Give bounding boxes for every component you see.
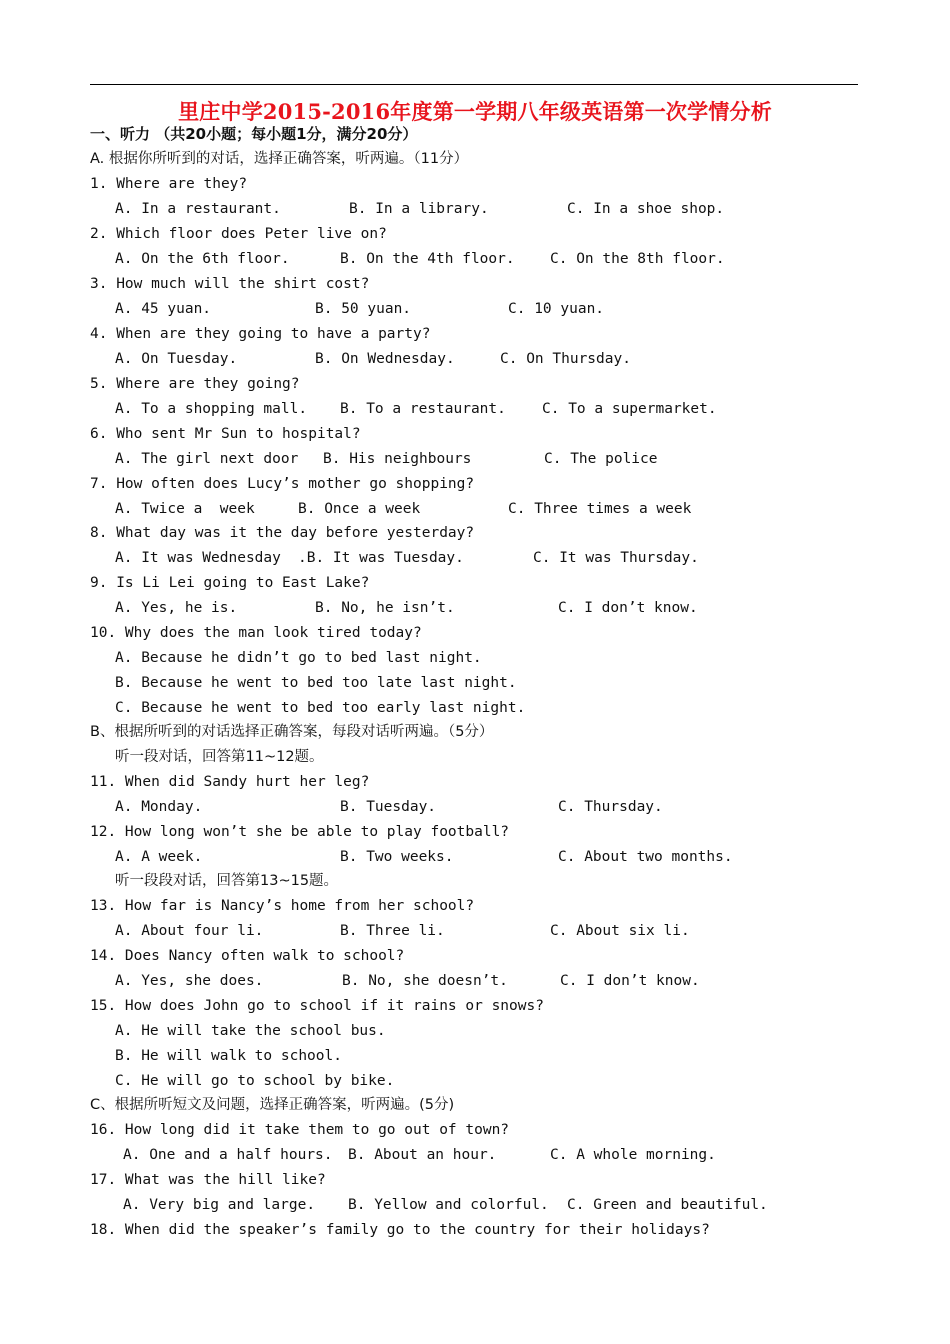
question-15: 15. How does John go to school if it rains or snows? [90, 998, 544, 1014]
q16-option-a: A. One and a half hours. [123, 1147, 333, 1163]
q1-option-a: A. In a restaurant. [115, 201, 281, 217]
section-listening-heading: 一、听力 （共20小题；每小题1分，满分20分） [90, 125, 418, 143]
question-14: 14. Does Nancy often walk to school? [90, 948, 405, 964]
question-10: 10. Why does the man look tired today? [90, 625, 422, 641]
q4-option-c: C. On Thursday. [500, 351, 631, 367]
q1-option-c: C. In a shoe shop. [567, 201, 725, 217]
question-3: 3. How much will the shirt cost? [90, 276, 370, 292]
q9-option-b: B. No, he isn’t. [315, 600, 455, 616]
q15-option-c: C. He will go to school by bike. [115, 1073, 395, 1089]
q15-option-a: A. He will take the school bus. [115, 1023, 386, 1039]
q10-option-b: B. Because he went to bed too late last night. [115, 675, 517, 691]
q3-option-c: C. 10 yuan. [508, 301, 605, 317]
q16-option-b: B. About an hour. [348, 1147, 497, 1163]
q1-option-b: B. In a library. [349, 201, 489, 217]
question-7: 7. How often does Lucy’s mother go shopping? [90, 476, 475, 492]
question-4: 4. When are they going to have a party? [90, 326, 431, 342]
q13-option-a: A. About four li. [115, 923, 264, 939]
q17-option-a: A. Very big and large. [123, 1197, 316, 1213]
question-1: 1. Where are they? [90, 176, 248, 192]
question-11: 11. When did Sandy hurt her leg? [90, 774, 370, 790]
q17-option-c: C. Green and beautiful. [567, 1197, 768, 1213]
q11-option-c: C. Thursday. [558, 799, 663, 815]
q12-option-a: A. A week. [115, 849, 203, 865]
q14-option-a: A. Yes, she does. [115, 973, 264, 989]
header-rule [90, 84, 858, 85]
q13-option-c: C. About six li. [550, 923, 690, 939]
q11-option-b: B. Tuesday. [340, 799, 437, 815]
question-18: 18. When did the speaker’s family go to the country for their holidays? [90, 1222, 710, 1238]
q8-option-a: A. It was Wednesday [115, 550, 281, 566]
part-a-instruction: A. 根据你所听到的对话，选择正确答案，听两遍。（11分） [90, 151, 469, 167]
q7-option-b: B. Once a week [298, 501, 421, 517]
q5-option-a: A. To a shopping mall. [115, 401, 308, 417]
q16-option-c: C. A whole morning. [550, 1147, 716, 1163]
q8-option-c: C. It was Thursday. [533, 550, 699, 566]
question-6: 6. Who sent Mr Sun to hospital? [90, 426, 361, 442]
q14-option-c: C. I don’t know. [560, 973, 700, 989]
q4-option-a: A. On Tuesday. [115, 351, 238, 367]
q7-option-c: C. Three times a week [508, 501, 692, 517]
q2-option-b: B. On the 4th floor. [340, 251, 515, 267]
q15-option-b: B. He will walk to school. [115, 1048, 342, 1064]
q10-option-a: A. Because he didn’t go to bed last night. [115, 650, 482, 666]
q5-option-c: C. To a supermarket. [542, 401, 717, 417]
q6-option-a: A. The girl next door [115, 451, 299, 467]
question-17: 17. What was the hill like? [90, 1172, 326, 1188]
part-b-sub-instruction-2: 听一段段对话，回答第13~15题。 [115, 873, 339, 889]
q17-option-b: B. Yellow and colorful. [348, 1197, 549, 1213]
question-12: 12. How long won’t she be able to play football? [90, 824, 510, 840]
q2-option-c: C. On the 8th floor. [550, 251, 725, 267]
q4-option-b: B. On Wednesday. [315, 351, 455, 367]
question-16: 16. How long did it take them to go out of town? [90, 1122, 510, 1138]
question-2: 2. Which floor does Peter live on? [90, 226, 387, 242]
q12-option-b: B. Two weeks. [340, 849, 454, 865]
question-9: 9. Is Li Lei going to East Lake? [90, 575, 370, 591]
q6-option-c: C. The police [544, 451, 658, 467]
part-b-instruction: B、根据所听到的对话选择正确答案，每段对话听两遍。（5分） [90, 724, 494, 740]
q8-option-b: .B. It was Tuesday. [298, 550, 464, 566]
q6-option-b: B. His neighbours [323, 451, 472, 467]
q5-option-b: B. To a restaurant. [340, 401, 506, 417]
q7-option-a: A. Twice a week [115, 501, 255, 517]
q9-option-c: C. I don’t know. [558, 600, 698, 616]
q14-option-b: B. No, she doesn’t. [342, 973, 508, 989]
question-13: 13. How far is Nancy’s home from her school? [90, 898, 475, 914]
part-b-sub-instruction-1: 听一段对话，回答第11~12题。 [115, 749, 324, 765]
document-title: 里庄中学2015-2016年度第一学期八年级英语第一次学情分析 [178, 99, 772, 124]
q3-option-a: A. 45 yuan. [115, 301, 212, 317]
q13-option-b: B. Three li. [340, 923, 445, 939]
q11-option-a: A. Monday. [115, 799, 203, 815]
q10-option-c: C. Because he went to bed too early last night. [115, 700, 526, 716]
q12-option-c: C. About two months. [558, 849, 733, 865]
q3-option-b: B. 50 yuan. [315, 301, 412, 317]
q9-option-a: A. Yes, he is. [115, 600, 238, 616]
question-8: 8. What day was it the day before yesterday? [90, 525, 475, 541]
question-5: 5. Where are they going? [90, 376, 300, 392]
part-c-instruction: C、根据所听短文及问题，选择正确答案，听两遍。(5分) [90, 1097, 455, 1113]
q2-option-a: A. On the 6th floor. [115, 251, 290, 267]
